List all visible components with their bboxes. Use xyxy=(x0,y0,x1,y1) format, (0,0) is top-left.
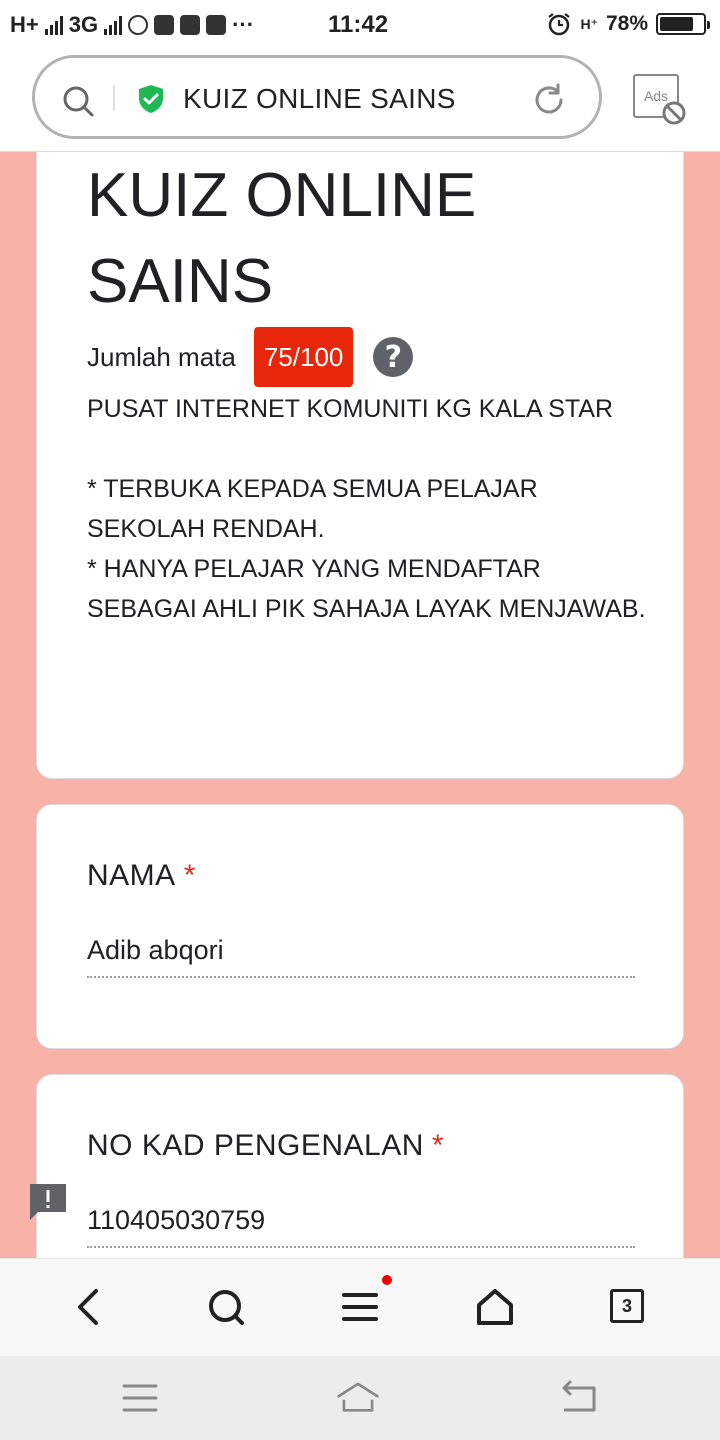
form-title: KUIZ ONLINE SAINS xyxy=(87,161,477,316)
more-notifications-icon: ··· xyxy=(232,12,255,37)
youtube-icon xyxy=(206,15,226,35)
url-title[interactable]: KUIZ ONLINE SAINS xyxy=(183,83,456,114)
notification-dot xyxy=(382,1275,392,1285)
question-label xyxy=(87,1129,444,1163)
reload-icon[interactable] xyxy=(531,82,567,118)
browser-toolbar xyxy=(0,1258,720,1356)
url-field[interactable] xyxy=(32,55,602,139)
score-label: Jumlah mata xyxy=(87,341,236,372)
signal-strength-icon xyxy=(45,15,63,35)
tabs-button[interactable] xyxy=(606,1285,650,1329)
form-page xyxy=(0,152,720,1258)
status-left-indicators xyxy=(10,12,254,38)
form-description xyxy=(87,389,647,629)
menu-button[interactable] xyxy=(338,1285,382,1329)
search-icon[interactable] xyxy=(204,1285,248,1329)
home-icon[interactable] xyxy=(473,1285,517,1329)
home-nav-icon[interactable] xyxy=(336,1378,380,1418)
battery-fill xyxy=(660,17,693,31)
battery-percent: 78% xyxy=(605,12,648,35)
ads-label: Ads xyxy=(633,74,679,118)
battery-icon xyxy=(656,13,706,35)
clock: 11:42 xyxy=(328,11,389,38)
back-nav-icon[interactable] xyxy=(556,1378,600,1418)
menu-icon xyxy=(338,1285,382,1329)
signal-strength-secondary-icon xyxy=(104,15,122,35)
recent-apps-icon[interactable] xyxy=(118,1378,162,1418)
answer-field[interactable]: Adib abqori xyxy=(87,935,635,978)
score-row xyxy=(87,327,413,387)
facebook-icon xyxy=(154,15,174,35)
required-mark: * xyxy=(183,859,196,892)
status-right-indicators xyxy=(546,11,706,37)
alarm-icon xyxy=(546,11,572,37)
back-icon[interactable] xyxy=(68,1285,112,1329)
question-label-text: NO KAD PENGENALAN xyxy=(87,1129,424,1162)
question-label xyxy=(87,859,196,893)
system-navigation-bar xyxy=(0,1356,720,1440)
browser-address-bar xyxy=(0,50,720,152)
description-line: PUSAT INTERNET KOMUNITI KG KALA STAR xyxy=(87,395,614,423)
required-mark: * xyxy=(431,1129,445,1162)
question-card-ic xyxy=(36,1074,684,1258)
description-line xyxy=(87,429,647,469)
secure-shield-icon xyxy=(137,84,165,114)
report-feedback-icon[interactable] xyxy=(28,1182,68,1222)
help-icon[interactable]: ? xyxy=(373,337,413,377)
tab-count: 3 xyxy=(610,1289,644,1323)
block-icon xyxy=(661,100,687,126)
network-type-primary: H+ xyxy=(10,12,39,37)
description-line: * HANYA PELAJAR YANG MENDAFTAR SEBAGAI AHLI PIK SAHAJA LAYAK MENJAWAB. xyxy=(87,555,646,623)
whatsapp-icon xyxy=(128,15,148,35)
search-icon[interactable] xyxy=(61,84,95,118)
answer-field[interactable]: 110405030759 xyxy=(87,1205,635,1248)
question-label-text: NAMA xyxy=(87,859,176,892)
description-line: * TERBUKA KEPADA SEMUA PELAJAR SEKOLAH RENDAH. xyxy=(87,475,538,543)
form-header-card xyxy=(36,152,684,779)
question-card-nama xyxy=(36,804,684,1049)
status-bar xyxy=(0,0,720,50)
url-divider xyxy=(113,85,115,111)
ad-block-button[interactable] xyxy=(633,74,689,128)
facebook-icon-2 xyxy=(180,15,200,35)
score-badge: 75/100 xyxy=(254,327,354,387)
network-type-secondary: 3G xyxy=(68,12,99,37)
network-type-data: H⁺ xyxy=(580,15,598,32)
